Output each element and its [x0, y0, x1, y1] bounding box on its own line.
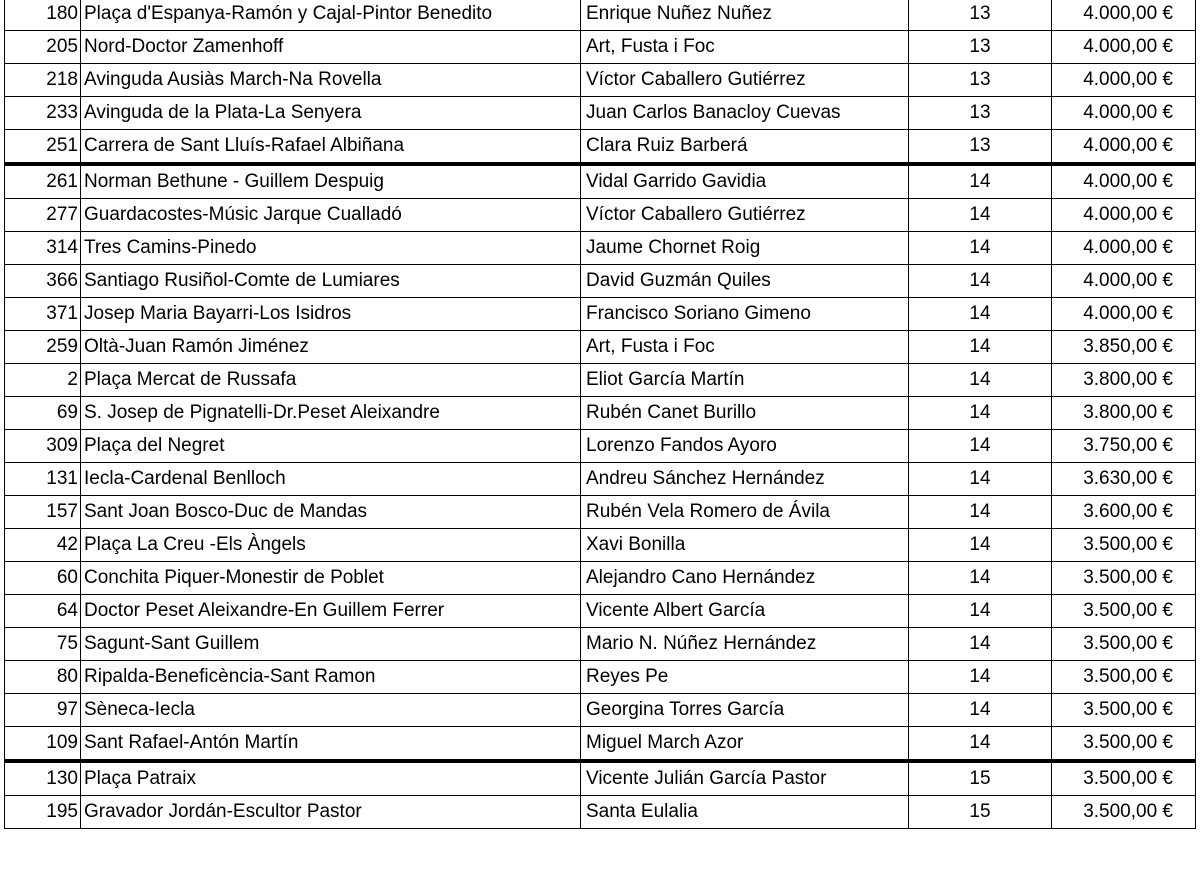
falla-number-cell: 75 — [5, 628, 81, 661]
section-cell: 15 — [909, 796, 1052, 829]
falla-number-cell: 371 — [5, 298, 81, 331]
artist-cell: Santa Eulalia — [581, 796, 909, 829]
falla-name-cell: Doctor Peset Aleixandre-En Guillem Ferrer — [81, 595, 581, 628]
table-row — [5, 761, 1196, 796]
table-row — [5, 496, 1196, 529]
table-row — [5, 298, 1196, 331]
falla-number-cell: 2 — [5, 364, 81, 397]
table-row — [5, 164, 1196, 199]
artist-cell: Lorenzo Fandos Ayoro — [581, 430, 909, 463]
artist-cell: Rubén Vela Romero de Ávila — [581, 496, 909, 529]
falla-name-cell: Oltà-Juan Ramón Jiménez — [81, 331, 581, 364]
section-cell: 14 — [909, 397, 1052, 430]
table-row — [5, 661, 1196, 694]
section-cell: 14 — [909, 496, 1052, 529]
amount-cell: 3.500,00 € — [1052, 661, 1196, 694]
falla-name-cell: Guardacostes-Músic Jarque Cualladó — [81, 199, 581, 232]
section-cell: 14 — [909, 199, 1052, 232]
table-row — [5, 430, 1196, 463]
falla-name-cell: S. Josep de Pignatelli-Dr.Peset Aleixandre — [81, 397, 581, 430]
table-row — [5, 97, 1196, 130]
falla-name-cell: Avinguda de la Plata-La Senyera — [81, 97, 581, 130]
falla-number-cell: 277 — [5, 199, 81, 232]
falla-number-cell: 130 — [5, 761, 81, 796]
table-row — [5, 64, 1196, 97]
amount-cell: 3.500,00 € — [1052, 796, 1196, 829]
section-cell: 13 — [909, 31, 1052, 64]
table-row — [5, 397, 1196, 430]
amount-cell: 4.000,00 € — [1052, 164, 1196, 199]
falla-name-cell: Carrera de Sant Lluís-Rafael Albiñana — [81, 130, 581, 165]
section-cell: 14 — [909, 331, 1052, 364]
amount-cell: 3.750,00 € — [1052, 430, 1196, 463]
section-cell: 14 — [909, 562, 1052, 595]
falla-name-cell: Conchita Piquer-Monestir de Poblet — [81, 562, 581, 595]
table-row — [5, 727, 1196, 762]
section-cell: 14 — [909, 164, 1052, 199]
falla-number-cell: 131 — [5, 463, 81, 496]
amount-cell: 3.500,00 € — [1052, 761, 1196, 796]
table-row — [5, 463, 1196, 496]
amount-cell: 4.000,00 € — [1052, 97, 1196, 130]
section-cell: 15 — [909, 761, 1052, 796]
amount-cell: 3.500,00 € — [1052, 595, 1196, 628]
table-row — [5, 31, 1196, 64]
table-row — [5, 232, 1196, 265]
falla-prize-table — [4, 0, 1196, 829]
falla-name-cell: Ripalda-Beneficència-Sant Ramon — [81, 661, 581, 694]
artist-cell: Art, Fusta i Foc — [581, 331, 909, 364]
falla-name-cell: Avinguda Ausiàs March-Na Rovella — [81, 64, 581, 97]
falla-number-cell: 195 — [5, 796, 81, 829]
table-row — [5, 694, 1196, 727]
artist-cell: David Guzmán Quiles — [581, 265, 909, 298]
artist-cell: Rubén Canet Burillo — [581, 397, 909, 430]
falla-number-cell: 259 — [5, 331, 81, 364]
section-cell: 14 — [909, 661, 1052, 694]
falla-number-cell: 64 — [5, 595, 81, 628]
artist-cell: Jaume Chornet Roig — [581, 232, 909, 265]
falla-number-cell: 60 — [5, 562, 81, 595]
falla-number-cell: 80 — [5, 661, 81, 694]
artist-cell: Francisco Soriano Gimeno — [581, 298, 909, 331]
artist-cell: Vicente Albert García — [581, 595, 909, 628]
table-row — [5, 0, 1196, 31]
falla-name-cell: Josep Maria Bayarri-Los Isidros — [81, 298, 581, 331]
table-row — [5, 130, 1196, 165]
amount-cell: 3.500,00 € — [1052, 562, 1196, 595]
falla-number-cell: 42 — [5, 529, 81, 562]
amount-cell: 3.630,00 € — [1052, 463, 1196, 496]
amount-cell: 4.000,00 € — [1052, 130, 1196, 165]
artist-cell: Andreu Sánchez Hernández — [581, 463, 909, 496]
falla-number-cell: 109 — [5, 727, 81, 762]
section-cell: 14 — [909, 727, 1052, 762]
falla-name-cell: Sagunt-Sant Guillem — [81, 628, 581, 661]
section-cell: 14 — [909, 265, 1052, 298]
amount-cell: 3.500,00 € — [1052, 727, 1196, 762]
artist-cell: Alejandro Cano Hernández — [581, 562, 909, 595]
falla-number-cell: 314 — [5, 232, 81, 265]
falla-name-cell: Sant Joan Bosco-Duc de Mandas — [81, 496, 581, 529]
section-cell: 13 — [909, 0, 1052, 31]
table-row — [5, 628, 1196, 661]
artist-cell: Miguel March Azor — [581, 727, 909, 762]
amount-cell: 3.500,00 € — [1052, 694, 1196, 727]
falla-name-cell: Iecla-Cardenal Benlloch — [81, 463, 581, 496]
falla-name-cell: Plaça d'Espanya-Ramón y Cajal-Pintor Benedito — [81, 0, 581, 31]
falla-number-cell: 69 — [5, 397, 81, 430]
amount-cell: 4.000,00 € — [1052, 31, 1196, 64]
falla-number-cell: 261 — [5, 164, 81, 199]
section-cell: 14 — [909, 694, 1052, 727]
falla-name-cell: Santiago Rusiñol-Comte de Lumiares — [81, 265, 581, 298]
falla-name-cell: Tres Camins-Pinedo — [81, 232, 581, 265]
falla-number-cell: 97 — [5, 694, 81, 727]
falla-name-cell: Plaça Patraix — [81, 761, 581, 796]
section-cell: 14 — [909, 463, 1052, 496]
falla-number-cell: 251 — [5, 130, 81, 165]
falla-name-cell: Nord-Doctor Zamenhoff — [81, 31, 581, 64]
falla-number-cell: 180 — [5, 0, 81, 31]
amount-cell: 3.500,00 € — [1052, 529, 1196, 562]
artist-cell: Vidal Garrido Gavidia — [581, 164, 909, 199]
artist-cell: Juan Carlos Banacloy Cuevas — [581, 97, 909, 130]
falla-name-cell: Plaça Mercat de Russafa — [81, 364, 581, 397]
artist-cell: Reyes Pe — [581, 661, 909, 694]
artist-cell: Enrique Nuñez Nuñez — [581, 0, 909, 31]
table-row — [5, 595, 1196, 628]
amount-cell: 3.850,00 € — [1052, 331, 1196, 364]
section-cell: 14 — [909, 232, 1052, 265]
amount-cell: 4.000,00 € — [1052, 64, 1196, 97]
artist-cell: Eliot García Martín — [581, 364, 909, 397]
falla-name-cell: Sant Rafael-Antón Martín — [81, 727, 581, 762]
amount-cell: 4.000,00 € — [1052, 265, 1196, 298]
section-cell: 14 — [909, 628, 1052, 661]
section-cell: 13 — [909, 130, 1052, 165]
amount-cell: 4.000,00 € — [1052, 232, 1196, 265]
section-cell: 14 — [909, 529, 1052, 562]
table-row — [5, 364, 1196, 397]
table-row — [5, 529, 1196, 562]
amount-cell: 4.000,00 € — [1052, 298, 1196, 331]
amount-cell: 3.800,00 € — [1052, 397, 1196, 430]
falla-name-cell: Plaça del Negret — [81, 430, 581, 463]
artist-cell: Xavi Bonilla — [581, 529, 909, 562]
section-cell: 13 — [909, 64, 1052, 97]
falla-name-cell: Plaça La Creu -Els Àngels — [81, 529, 581, 562]
artist-cell: Clara Ruiz Barberá — [581, 130, 909, 165]
section-cell: 14 — [909, 430, 1052, 463]
falla-name-cell: Norman Bethune - Guillem Despuig — [81, 164, 581, 199]
table-row — [5, 265, 1196, 298]
section-cell: 14 — [909, 364, 1052, 397]
amount-cell: 3.800,00 € — [1052, 364, 1196, 397]
amount-cell: 4.000,00 € — [1052, 199, 1196, 232]
section-cell: 14 — [909, 298, 1052, 331]
falla-number-cell: 205 — [5, 31, 81, 64]
artist-cell: Art, Fusta i Foc — [581, 31, 909, 64]
falla-number-cell: 366 — [5, 265, 81, 298]
artist-cell: Georgina Torres García — [581, 694, 909, 727]
artist-cell: Víctor Caballero Gutiérrez — [581, 199, 909, 232]
section-cell: 14 — [909, 595, 1052, 628]
table-row — [5, 562, 1196, 595]
artist-cell: Vicente Julián García Pastor — [581, 761, 909, 796]
amount-cell: 3.600,00 € — [1052, 496, 1196, 529]
artist-cell: Víctor Caballero Gutiérrez — [581, 64, 909, 97]
amount-cell: 4.000,00 € — [1052, 0, 1196, 31]
table-row — [5, 796, 1196, 829]
table-body — [5, 0, 1196, 829]
falla-number-cell: 233 — [5, 97, 81, 130]
falla-number-cell: 218 — [5, 64, 81, 97]
falla-name-cell: Gravador Jordán-Escultor Pastor — [81, 796, 581, 829]
amount-cell: 3.500,00 € — [1052, 628, 1196, 661]
falla-number-cell: 309 — [5, 430, 81, 463]
table-row — [5, 331, 1196, 364]
falla-name-cell: Sèneca-Iecla — [81, 694, 581, 727]
falla-number-cell: 157 — [5, 496, 81, 529]
artist-cell: Mario N. Núñez Hernández — [581, 628, 909, 661]
table-row — [5, 199, 1196, 232]
section-cell: 13 — [909, 97, 1052, 130]
